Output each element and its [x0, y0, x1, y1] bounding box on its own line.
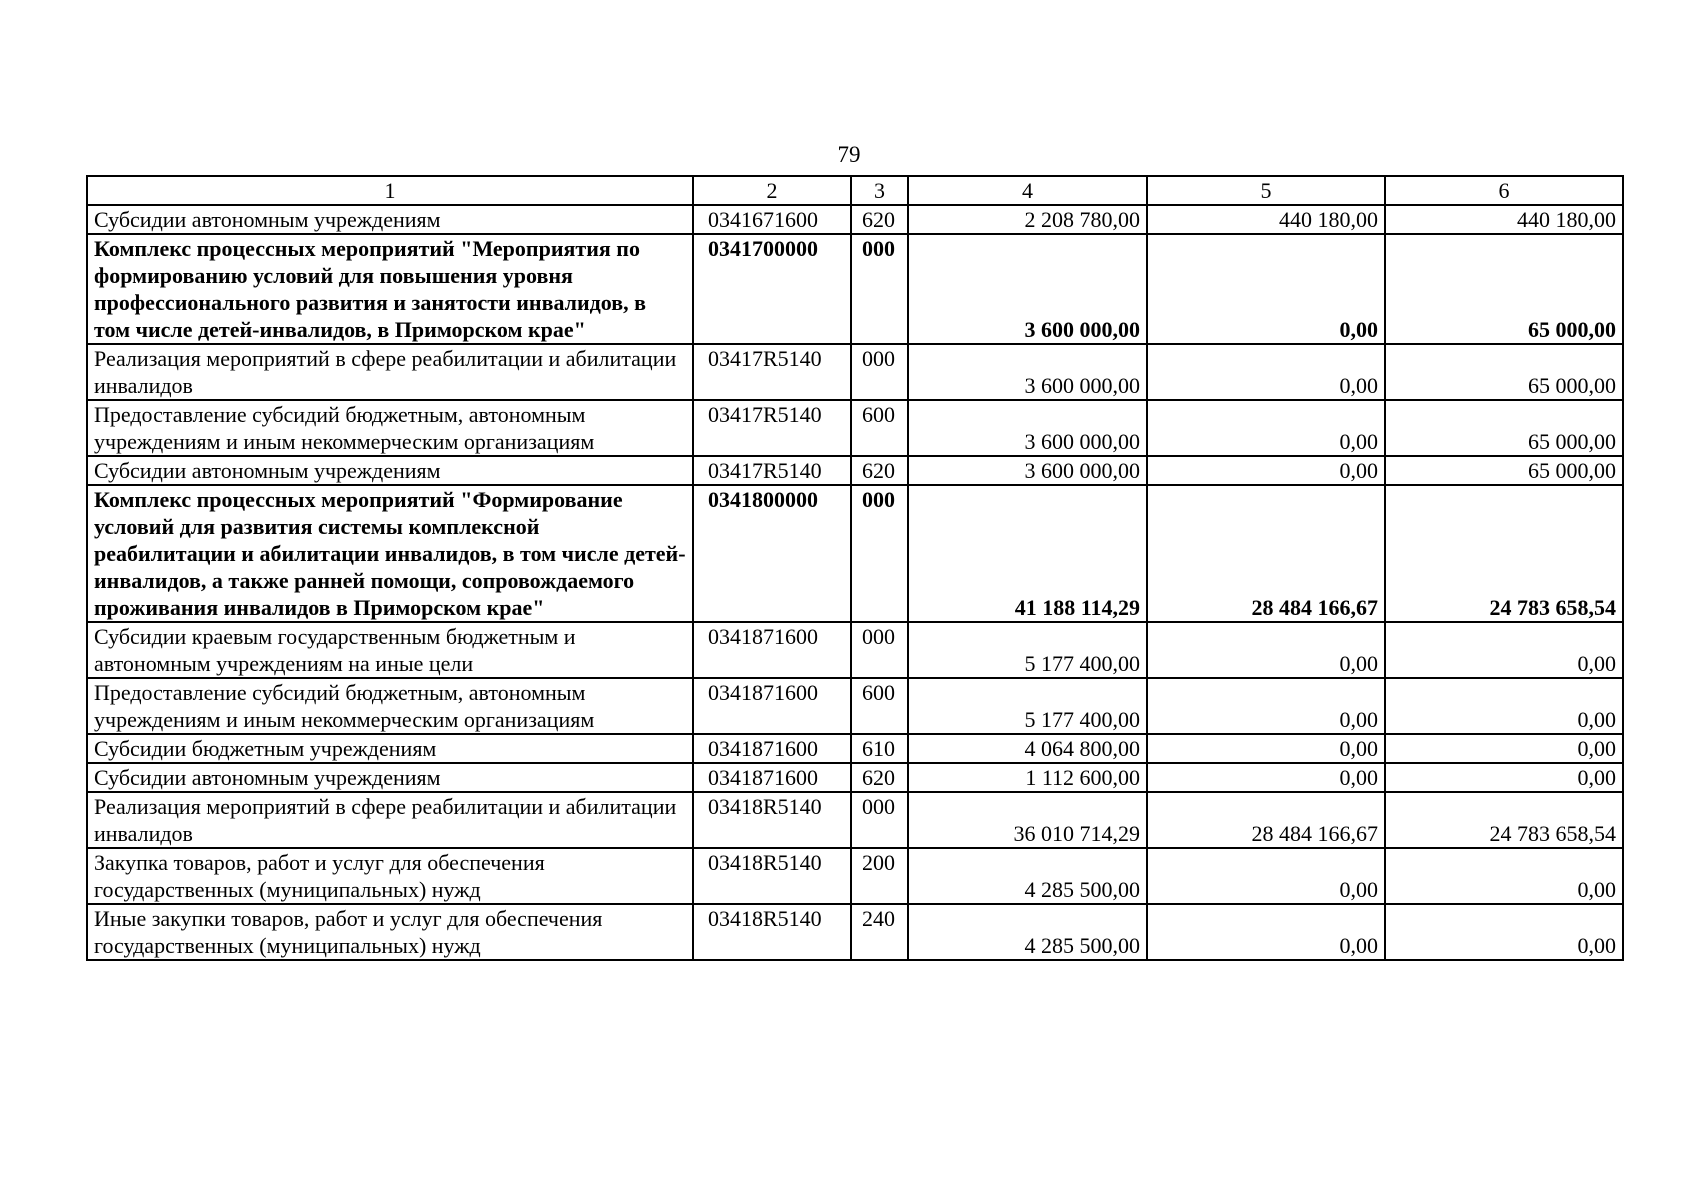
row-name-cell: Предоставление субсидий бюджетным, автономным учреждениям и иным некоммерческим организациям [87, 678, 693, 734]
row-value-cell: 28 484 166,67 [1147, 792, 1385, 848]
budget-table [86, 175, 1624, 961]
row-name-cell: Реализация мероприятий в сфере реабилитации и абилитации инвалидов [87, 792, 693, 848]
row-value-cell: 440 180,00 [1385, 205, 1623, 234]
row-value-cell: 0,00 [1147, 678, 1385, 734]
column-header: 6 [1385, 176, 1623, 205]
row-value-cell: 41 188 114,29 [908, 485, 1147, 622]
column-header: 4 [908, 176, 1147, 205]
table-row [87, 792, 1623, 848]
row-value-cell: 0,00 [1385, 734, 1623, 763]
row-value-cell: 0,00 [1147, 848, 1385, 904]
row-name-cell: Субсидии автономным учреждениям [87, 763, 693, 792]
row-code-cell: 0341700000 [693, 234, 851, 344]
row-value-cell: 3 600 000,00 [908, 456, 1147, 485]
row-type-cell: 200 [851, 848, 908, 904]
page-number: 79 [837, 142, 861, 167]
row-code-cell: 0341671600 [693, 205, 851, 234]
row-code-cell: 03417R5140 [693, 400, 851, 456]
row-value-cell: 0,00 [1385, 904, 1623, 960]
row-value-cell: 0,00 [1147, 400, 1385, 456]
table-row [87, 904, 1623, 960]
row-value-cell: 0,00 [1147, 234, 1385, 344]
table-row [87, 400, 1623, 456]
row-value-cell: 24 783 658,54 [1385, 485, 1623, 622]
row-value-cell: 5 177 400,00 [908, 622, 1147, 678]
row-value-cell: 0,00 [1147, 344, 1385, 400]
table-row [87, 234, 1623, 344]
row-name-cell: Иные закупки товаров, работ и услуг для обеспечения государственных (муниципальных) нужд [87, 904, 693, 960]
row-value-cell: 2 208 780,00 [908, 205, 1147, 234]
table-row [87, 485, 1623, 622]
row-value-cell: 65 000,00 [1385, 344, 1623, 400]
table-row [87, 205, 1623, 234]
table-row [87, 734, 1623, 763]
row-value-cell: 3 600 000,00 [908, 234, 1147, 344]
row-value-cell: 28 484 166,67 [1147, 485, 1385, 622]
row-value-cell: 4 285 500,00 [908, 848, 1147, 904]
column-header: 1 [87, 176, 693, 205]
table-row [87, 678, 1623, 734]
row-code-cell: 0341871600 [693, 678, 851, 734]
column-header: 2 [693, 176, 851, 205]
row-code-cell: 0341800000 [693, 485, 851, 622]
row-code-cell: 0341871600 [693, 763, 851, 792]
row-value-cell: 24 783 658,54 [1385, 792, 1623, 848]
row-value-cell: 3 600 000,00 [908, 400, 1147, 456]
table-row [87, 848, 1623, 904]
row-value-cell: 65 000,00 [1385, 234, 1623, 344]
row-value-cell: 65 000,00 [1385, 400, 1623, 456]
table-header-row [87, 176, 1623, 205]
row-code-cell: 03417R5140 [693, 456, 851, 485]
row-code-cell: 0341871600 [693, 734, 851, 763]
row-name-cell: Субсидии бюджетным учреждениям [87, 734, 693, 763]
row-value-cell: 0,00 [1385, 763, 1623, 792]
row-type-cell: 600 [851, 400, 908, 456]
row-code-cell: 03418R5140 [693, 848, 851, 904]
table-row [87, 622, 1623, 678]
row-value-cell: 4 285 500,00 [908, 904, 1147, 960]
row-type-cell: 620 [851, 456, 908, 485]
row-code-cell: 03417R5140 [693, 344, 851, 400]
row-name-cell: Реализация мероприятий в сфере реабилитации и абилитации инвалидов [87, 344, 693, 400]
row-type-cell: 610 [851, 734, 908, 763]
row-value-cell: 1 112 600,00 [908, 763, 1147, 792]
row-type-cell: 620 [851, 205, 908, 234]
row-name-cell: Комплекс процессных мероприятий "Мероприятия по формированию условий для повышения уровня профессионального развития и занятости инвалидов, в том числе детей-инвалидов, в Приморском крае" [87, 234, 693, 344]
row-name-cell: Комплекс процессных мероприятий "Формирование условий для развития системы комплексной реабилитации и абилитации инвалидов, в том числе детей-инвалидов, а также ранней помощи, сопровождаемого проживания инвалидов в Приморском крае" [87, 485, 693, 622]
row-value-cell: 0,00 [1385, 622, 1623, 678]
row-value-cell: 0,00 [1147, 622, 1385, 678]
row-value-cell: 0,00 [1147, 763, 1385, 792]
column-header: 5 [1147, 176, 1385, 205]
table-row [87, 344, 1623, 400]
row-value-cell: 0,00 [1385, 678, 1623, 734]
row-type-cell: 620 [851, 763, 908, 792]
row-type-cell: 000 [851, 622, 908, 678]
row-value-cell: 4 064 800,00 [908, 734, 1147, 763]
row-type-cell: 000 [851, 234, 908, 344]
column-header: 3 [851, 176, 908, 205]
row-name-cell: Предоставление субсидий бюджетным, автономным учреждениям и иным некоммерческим организациям [87, 400, 693, 456]
row-value-cell: 440 180,00 [1147, 205, 1385, 234]
row-code-cell: 0341871600 [693, 622, 851, 678]
row-value-cell: 3 600 000,00 [908, 344, 1147, 400]
row-value-cell: 0,00 [1147, 734, 1385, 763]
row-name-cell: Субсидии автономным учреждениям [87, 456, 693, 485]
row-code-cell: 03418R5140 [693, 792, 851, 848]
row-value-cell: 36 010 714,29 [908, 792, 1147, 848]
row-type-cell: 000 [851, 485, 908, 622]
row-code-cell: 03418R5140 [693, 904, 851, 960]
row-value-cell: 5 177 400,00 [908, 678, 1147, 734]
row-type-cell: 000 [851, 344, 908, 400]
row-name-cell: Субсидии краевым государственным бюджетным и автономным учреждениям на иные цели [87, 622, 693, 678]
table-row [87, 763, 1623, 792]
row-type-cell: 600 [851, 678, 908, 734]
row-name-cell: Закупка товаров, работ и услуг для обеспечения государственных (муниципальных) нужд [87, 848, 693, 904]
table-row [87, 456, 1623, 485]
row-type-cell: 000 [851, 792, 908, 848]
row-value-cell: 0,00 [1147, 904, 1385, 960]
row-value-cell: 0,00 [1385, 848, 1623, 904]
row-value-cell: 0,00 [1147, 456, 1385, 485]
row-name-cell: Субсидии автономным учреждениям [87, 205, 693, 234]
row-type-cell: 240 [851, 904, 908, 960]
row-value-cell: 65 000,00 [1385, 456, 1623, 485]
